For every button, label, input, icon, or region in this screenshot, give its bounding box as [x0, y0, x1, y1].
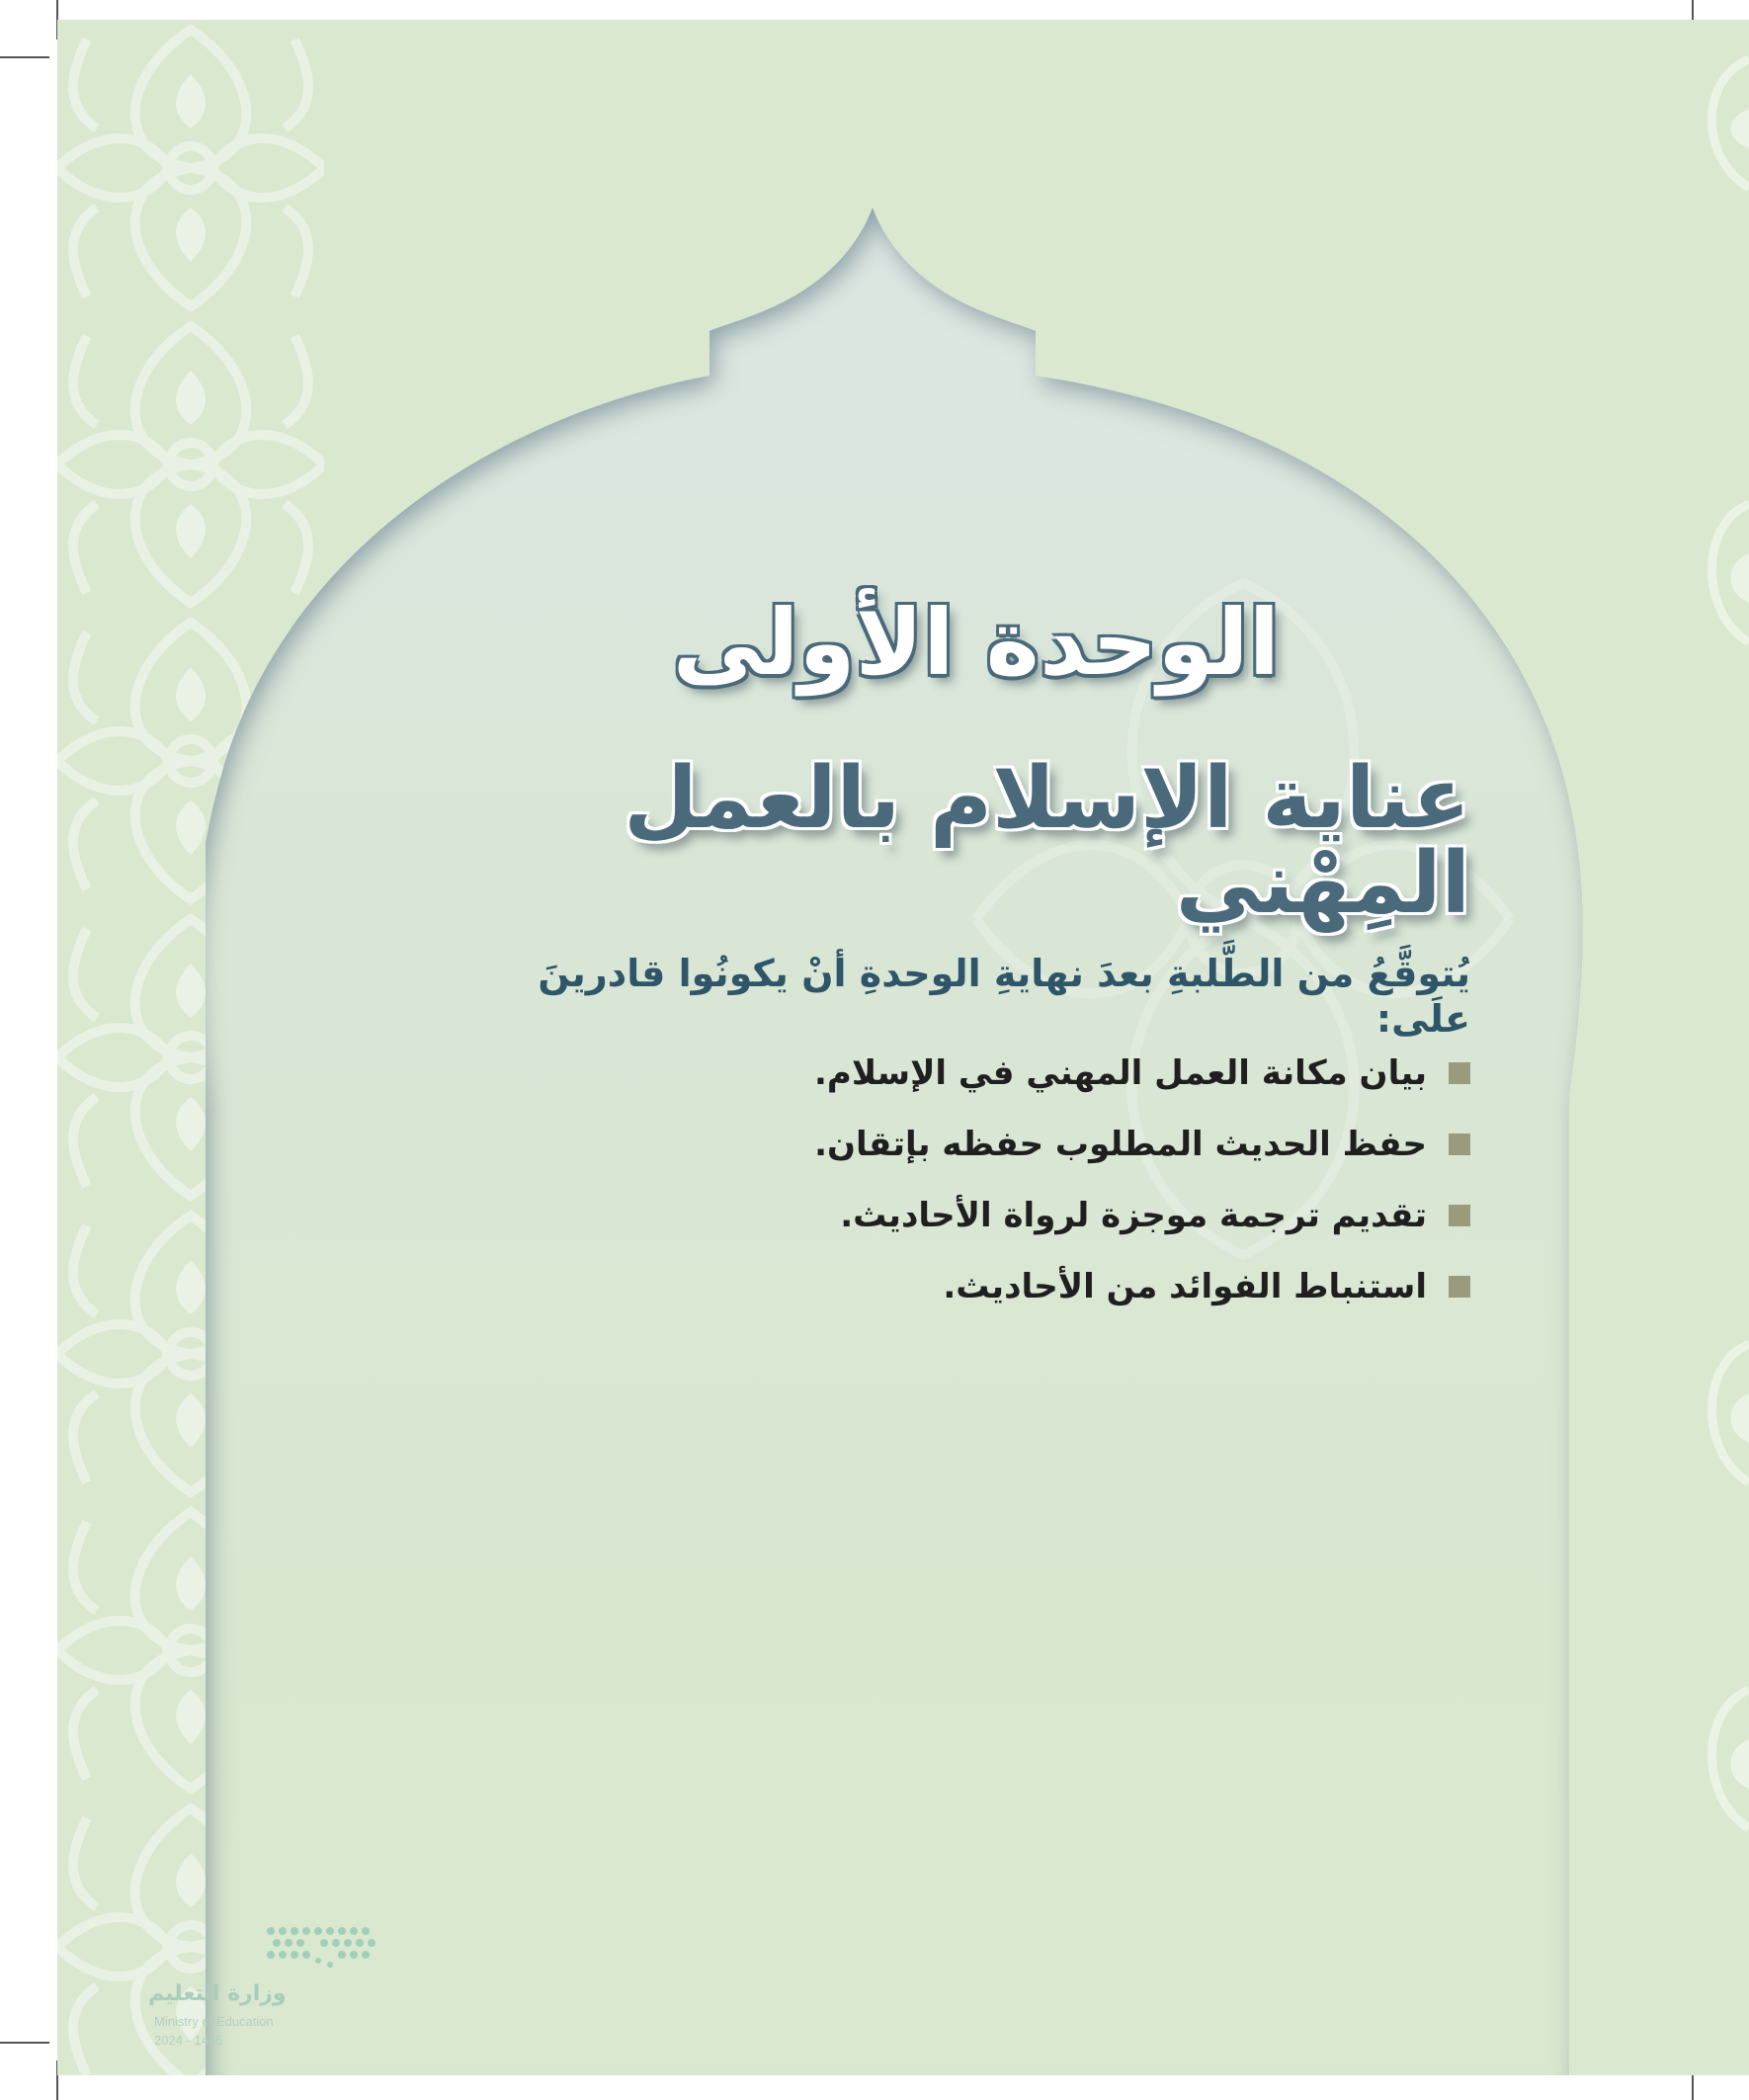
square-bullet-icon — [1449, 1276, 1470, 1298]
ministry-name-english: Ministry of Education — [154, 2014, 274, 2029]
objective-text: حفظ الحديث المطلوب حفظه بإتقان. — [814, 1125, 1427, 1164]
list-item — [571, 1251, 1470, 1322]
unit-subtitle: عناية الإسلام بالعمل المِهْني — [624, 749, 1470, 933]
objectives-intro: يُتوقَّعُ من الطَّلبةِ بعدَ نهايةِ الوحدةِ أنْ يكونُوا قادرينَ علَى: — [538, 952, 1470, 1041]
unit-cover-page — [57, 20, 1749, 2075]
objective-text: بيان مكانة العمل المهني في الإسلام. — [813, 1053, 1427, 1093]
crop-mark — [0, 2042, 49, 2044]
ministry-year: 2024 - 1446 — [154, 2033, 223, 2048]
square-bullet-icon — [1449, 1134, 1470, 1155]
unit-title: الوحدة الأولى — [672, 590, 1281, 696]
ministry-name-arabic: وزارة التعليم — [148, 1981, 287, 2006]
list-item — [571, 1180, 1470, 1251]
objective-text: تقديم ترجمة موجزة لرواة الأحاديث. — [840, 1196, 1427, 1235]
objective-text: استنباط الفوائد من الأحاديث. — [943, 1267, 1427, 1306]
list-item — [571, 1109, 1470, 1180]
crop-mark — [0, 56, 49, 58]
square-bullet-icon — [1449, 1205, 1470, 1226]
objectives-list — [571, 1038, 1470, 1322]
list-item — [571, 1038, 1470, 1109]
square-bullet-icon — [1449, 1062, 1470, 1084]
